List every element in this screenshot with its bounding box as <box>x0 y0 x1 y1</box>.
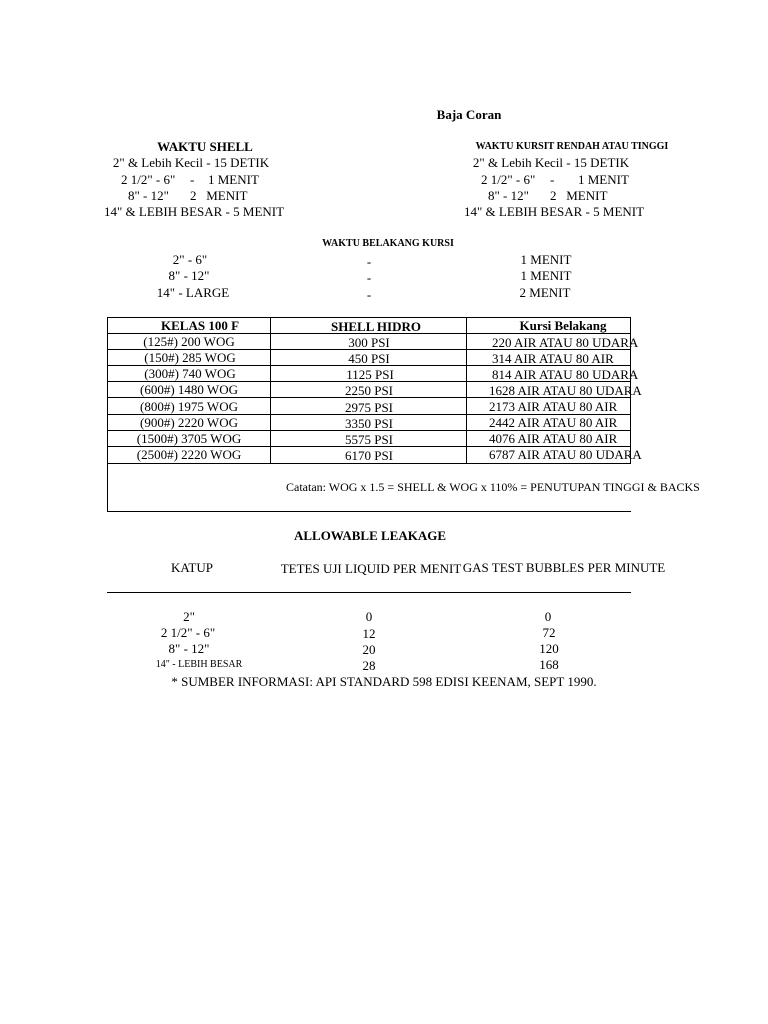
table-cell: 6787 AIR ATAU 80 UDARA <box>489 447 642 462</box>
leakage-cell: 2" <box>183 609 195 624</box>
table-cell: 314 AIR ATAU 80 AIR <box>492 351 614 366</box>
table-cell: 2173 AIR ATAU 80 AIR <box>489 399 618 414</box>
leakage-header-valve: KATUP <box>171 560 213 575</box>
table-header-class: KELAS 100 F <box>160 318 240 333</box>
leakage-heading: ALLOWABLE LEAKAGE <box>293 528 447 543</box>
table-cell: 4076 AIR ATAU 80 AIR <box>489 431 618 446</box>
seat-row-1: 2" & Lebih Kecil - 15 DETIK <box>472 155 630 170</box>
table-cell: 450 PSI <box>348 351 390 366</box>
shell-row-4: 14" & LEBIH BESAR - 5 MENIT <box>103 204 285 219</box>
table-header-back-seat: Kursi Belakang <box>519 318 607 333</box>
shell-row-3-size: 8" - 12" <box>128 188 169 203</box>
back-seat-row-1-size: 2" - 6" <box>172 252 208 267</box>
leakage-cell: 0 <box>365 609 373 624</box>
back-seat-row-2-size: 8" - 12" <box>168 268 210 283</box>
back-seat-row-2-time: 1 MENIT <box>520 268 572 283</box>
table-cell: (900#) 2220 WOG <box>140 415 238 430</box>
seat-row-3-time: 2 MENIT <box>550 188 608 203</box>
leakage-cell: 2 1/2" - 6" <box>160 625 216 640</box>
seat-row-2-dash: - <box>550 172 555 187</box>
leakage-cell: 8" - 12" <box>168 641 210 656</box>
leakage-cell: 120 <box>539 641 559 656</box>
table-header-shell: SHELL HIDRO <box>331 319 421 334</box>
shell-heading: WAKTU SHELL <box>157 139 253 154</box>
shell-row-2-time: 1 MENIT <box>208 172 259 187</box>
table-cell: 1628 AIR ATAU 80 UDARA <box>489 383 642 398</box>
leakage-header-liquid: TETES UJI LIQUID PER MENIT <box>280 561 462 576</box>
table-cell: 220 AIR ATAU 80 UDARA <box>492 335 639 350</box>
table-cell: (1500#) 3705 WOG <box>136 431 242 446</box>
table-cell: (800#) 1975 WOG <box>140 399 238 414</box>
back-seat-row-3-size: 14" - LARGE <box>156 285 230 300</box>
table-cell: 3350 PSI <box>344 416 394 431</box>
leakage-header-gas: GAS TEST BUBBLES PER MINUTE <box>462 560 666 575</box>
seat-heading: WAKTU KURSIT RENDAH ATAU TINGGI <box>475 141 669 152</box>
table-cell: (2500#) 2220 WOG <box>136 447 242 462</box>
seat-row-4: 14" & LEBIH BESAR - 5 MENIT <box>463 204 645 219</box>
back-seat-row-3-time: 2 MENIT <box>519 285 571 300</box>
leakage-cell: 168 <box>539 657 559 672</box>
seat-row-3-size: 8" - 12" <box>488 188 529 203</box>
leakage-cell: 72 <box>542 625 556 640</box>
table-cell: 2442 AIR ATAU 80 AIR <box>489 415 618 430</box>
leakage-divider <box>107 592 631 593</box>
table-cell: 300 PSI <box>348 335 390 350</box>
leakage-cell: 14" - LEBIH BESAR <box>155 659 243 670</box>
leakage-cell: 20 <box>362 642 376 657</box>
table-cell: 2250 PSI <box>344 383 394 398</box>
back-seat-row-2-dash: - <box>366 270 372 285</box>
table-cell: 1125 PSI <box>346 367 394 382</box>
table-cell: (150#) 285 WOG <box>144 350 236 365</box>
table-cell: 6170 PSI <box>344 448 394 463</box>
seat-row-2-time: 1 MENIT <box>578 172 629 187</box>
leakage-cell: 12 <box>362 626 376 641</box>
page-title: Baja Coran <box>436 107 502 122</box>
seat-row-2-size: 2 1/2" - 6" <box>481 172 536 187</box>
table-cell: 814 AIR ATAU 80 UDARA <box>492 367 639 382</box>
table-cell: (300#) 740 WOG <box>144 366 236 381</box>
table-cell: (600#) 1480 WOG <box>140 382 238 397</box>
back-seat-row-1-dash: - <box>366 254 372 269</box>
leakage-cell: 0 <box>544 609 552 624</box>
table-cell: (125#) 200 WOG <box>143 334 235 349</box>
table-cell: 5575 PSI <box>344 432 394 447</box>
back-seat-row-1-time: 1 MENIT <box>520 252 572 267</box>
shell-row-1: 2" & Lebih Kecil - 15 DETIK <box>112 155 270 170</box>
back-seat-row-3-dash: - <box>366 287 372 302</box>
table-note: Catatan: WOG x 1.5 = SHELL & WOG x 110% = PENUTUPAN TINGGI & BACKS <box>286 480 700 494</box>
back-seat-heading: WAKTU BELAKANG KURSI <box>322 238 454 249</box>
shell-row-2-dash: - <box>190 172 195 187</box>
source-note: * SUMBER INFORMASI: API STANDARD 598 EDISI KEENAM, SEPT 1990. <box>171 674 597 689</box>
shell-row-2-size: 2 1/2" - 6" <box>121 172 176 187</box>
table-cell: 2975 PSI <box>344 400 394 415</box>
shell-row-3-time: 2 MENIT <box>190 188 248 203</box>
leakage-cell: 28 <box>362 658 376 673</box>
